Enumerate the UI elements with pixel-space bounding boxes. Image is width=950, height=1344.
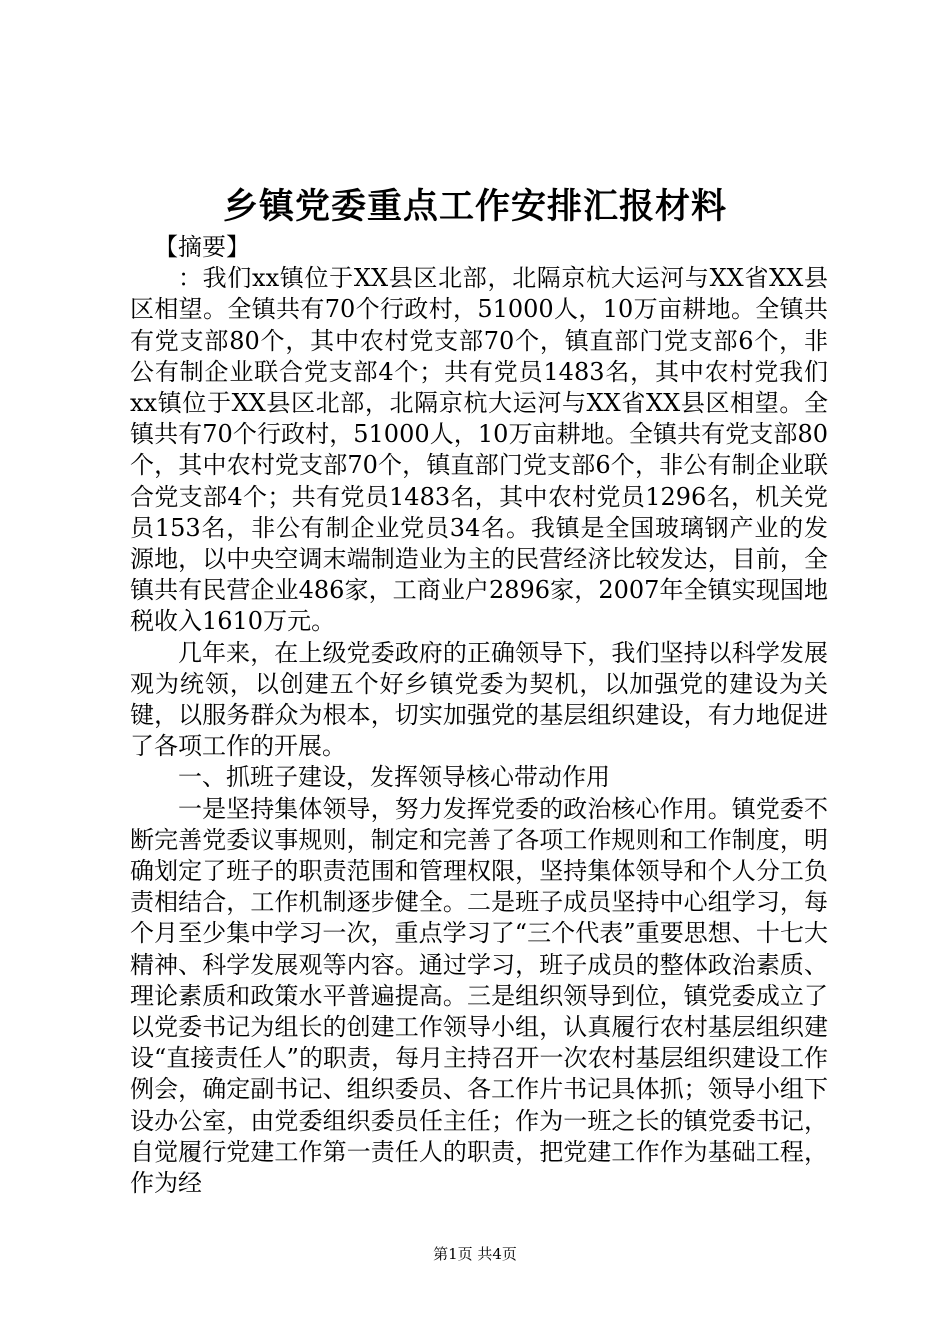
abstract-heading: 【摘要】 [154, 233, 250, 261]
paragraph-leadership: 一是坚持集体领导，努力发挥党委的政治核心作用。镇党委不断完善党委议事规则，制定和完善了各项工作规则和工作制度，明确划定了班子的职责范围和管理权限，坚持集体领导和个人分工负责相结合，工作机制逐步健全。二是班子成员坚持中心组学习，每个月至少集中学习一次，重点学习了“三个代表”重要思想、十七大精神、科学发展观等内容。通过学习，班子成员的整体政治素质、理论素质和政策水平普遍提高。三是组织领导到位，镇党委成立了以党委书记为组长的创建工作领导小组，认真履行农村基层组织建设“直接责任人”的职责，每月主持召开一次农村基层组织建设工作例会，确定副书记、组织委员、各工作片书记具体抓；领导小组下设办公室，由党委组织委员任主任；作为一班之长的镇党委书记，自觉履行党建工作第一责任人的职责，把党建工作作为基础工程，作为经 [130, 794, 828, 1198]
paragraph-intro: 几年来，在上级党委政府的正确领导下，我们坚持以科学发展观为统领，以创建五个好乡镇党委为契机，以加强党的建设为关键，以服务群众为根本，切实加强党的基层组织建设，有力地促进了各项工作的开展。 [130, 638, 828, 761]
page-footer: 第1页 共4页 [433, 1245, 517, 1263]
document-title: 乡镇党委重点工作安排汇报材料 [222, 187, 727, 227]
document-body [130, 232, 828, 1199]
paragraph-overview: ：我们xx镇位于XX县区北部，北隔京杭大运河与XX省XX县区相望。全镇共有70个行政村，51000人，10万亩耕地。全镇共有党支部80个，其中农村党支部70个，镇直部门党支部6个，非公有制企业联合党支部4个；共有党员1483名，其中农村党我们xx镇位于XX县区北部，北隔京杭大运河与XX省XX县区相望。全镇共有70个行政村，51000人，10万亩耕地。全镇共有党支部80个，其中农村党支部70个，镇直部门党支部6个，非公有制企业联合党支部4个；共有党员1483名，其中农村党员1296名，机关党员153名，非公有制企业党员34名。我镇是全国玻璃钢产业的发源地，以中央空调末端制造业为主的民营经济比较发达，目前，全镇共有民营企业486家，工商业户2896家，2007年全镇实现国地税收入1610万元。 [130, 264, 828, 636]
section-heading-1: 一、抓班子建设，发挥领导核心带动作用 [178, 763, 610, 792]
